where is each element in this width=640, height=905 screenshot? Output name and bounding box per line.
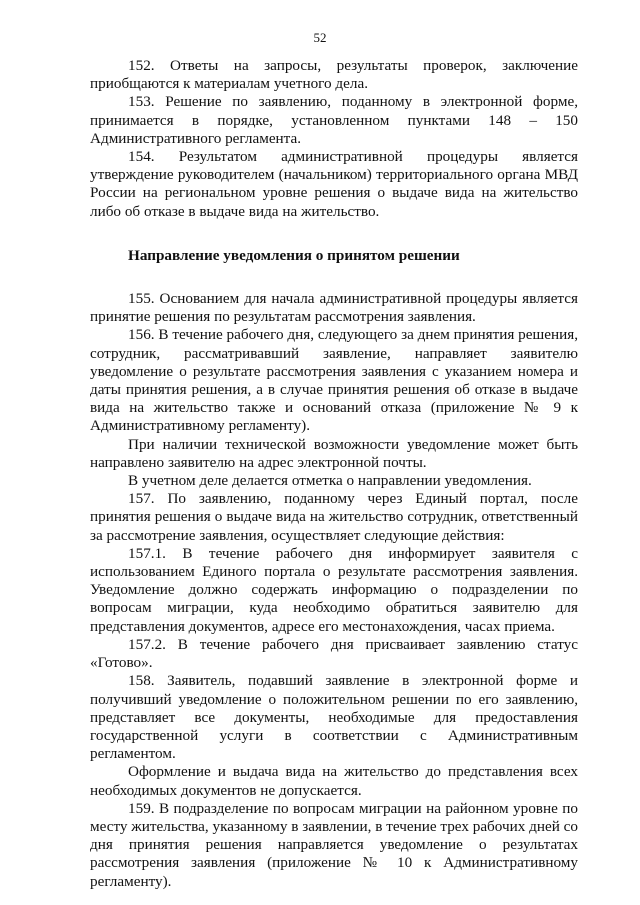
paragraph: 155. Основанием для начала административной процедуры является принятие решения по результатам рассмотрения заявления. bbox=[90, 290, 578, 326]
paragraph: 157.2. В течение рабочего дня присваивает заявлению статус «Готово». bbox=[90, 635, 578, 672]
paragraph: 157.1. В течение рабочего дня информирует заявителя с использованием Единого портала о результате рассмотрения заявления. Уведомление должно содержать информацию о подразделении по вопросам миграции, куда необходимо обратиться заявителю для представления документов, адресе его местонахождения, часах приема. bbox=[90, 544, 578, 635]
paragraph: 158. Заявитель, подавший заявление в электронной форме и получивший уведомление о положительном решении по его заявлению, представляет все документы, необходимые для предоставления государственной услуги в соответствии с Административным регламентом. bbox=[90, 672, 578, 763]
document-body bbox=[90, 57, 578, 891]
paragraph: При наличии технической возможности уведомление может быть направлено заявителю на адрес электронной почты. bbox=[90, 435, 578, 471]
paragraph: Оформление и выдача вида на жительство до представления всех необходимых документов не допускается. bbox=[90, 763, 578, 799]
paragraph: 159. В подразделение по вопросам миграции на районном уровне по месту жительства, указанному в заявлении, в течение трех рабочих дней со дня принятия решения направляется уведомление о результатах рассмотрения заявления (приложение № 10 к Административному регламенту). bbox=[90, 799, 578, 890]
page-number: 52 bbox=[313, 30, 327, 45]
paragraph: 152. Ответы на запросы, результаты проверок, заключение приобщаются к материалам учетного дела. bbox=[90, 57, 578, 93]
paragraph: 154. Результатом административной процедуры является утверждение руководителем (начальником) территориального органа МВД России на региональном уровне решения о выдаче вида на жительство либо об отказе в выдаче вида на жительство. bbox=[90, 148, 578, 220]
section-heading: Направление уведомления о принятом решении bbox=[128, 246, 460, 264]
paragraph: 153. Решение по заявлению, поданному в электронной форме, принимается в порядке, установленном пунктами 148 – 150 Административного регламента. bbox=[90, 93, 578, 147]
paragraph: 157. По заявлению, поданному через Единый портал, после принятия решения о выдаче вида на жительство сотрудник, ответственный за рассмотрение заявления, осуществляет следующие действия: bbox=[90, 490, 578, 544]
paragraph: В учетном деле делается отметка о направлении уведомления. bbox=[128, 472, 532, 490]
paragraph: 156. В течение рабочего дня, следующего за днем принятия решения, сотрудник, рассматривавший заявление, направляет заявителю уведомление о результате рассмотрения заявления с указанием номера и даты принятия решения, а в случае принятия решения об отказе в выдаче вида на жительство также и оснований отказа (приложение № 9 к Административному регламенту). bbox=[90, 326, 578, 435]
